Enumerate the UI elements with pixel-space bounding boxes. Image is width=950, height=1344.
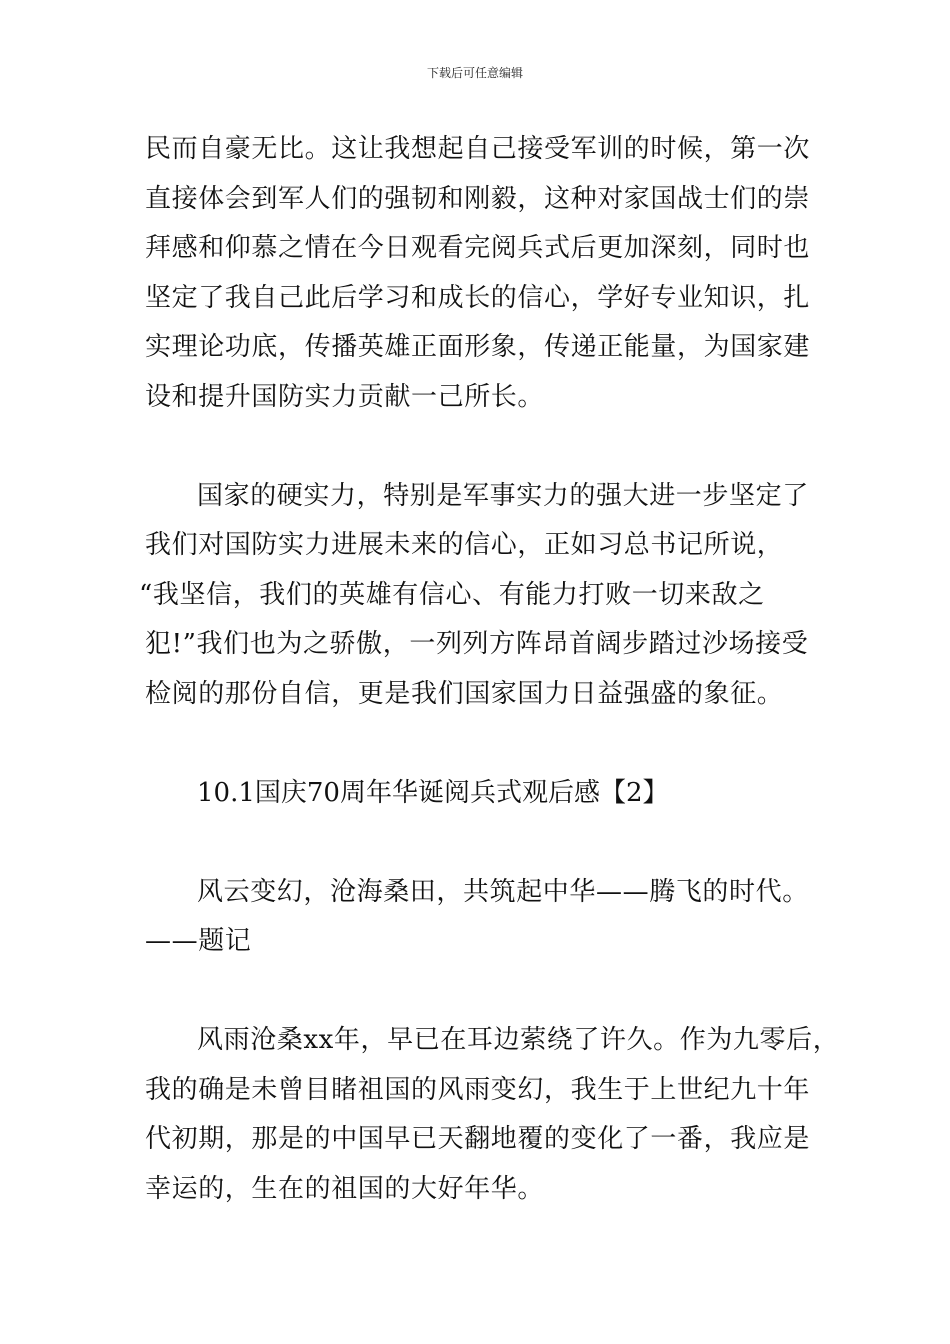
epigraph-line: 风云变幻，沧海桑田，共筑起中华——腾飞的时代。	[197, 876, 809, 907]
paragraph-spacer	[145, 967, 809, 1017]
paragraph-line: 拜感和仰慕之情在今日观看完阅兵式后更加深刻，同时也	[145, 233, 811, 263]
paragraph-line: 风雨沧桑xx年，早已在耳边萦绕了许久。作为九零后，	[197, 1025, 840, 1055]
paragraph-line: “我坚信，我们的英雄有信心、有能力打败一切来敌之	[139, 579, 765, 610]
paragraph-spacer	[145, 719, 809, 769]
paragraph-3	[145, 1016, 840, 1214]
paragraph-line: 设和提升国防实力贡献一己所长。	[145, 381, 545, 412]
paragraph-line: 幸运的，生在的祖国的大好年华。	[145, 1173, 545, 1204]
paragraph-line: 我们对国防实力进展未来的信心，正如习总书记所说，	[145, 530, 784, 560]
paragraph-line: 我的确是未曾目睹祖国的风雨变幻，我生于上世纪九十年	[145, 1074, 811, 1105]
paragraph-line: 犯!”我们也为之骄傲，一列列方阵昂首阔步踏过沙场接受	[145, 629, 809, 659]
epigraph	[145, 868, 809, 967]
paragraph-line: 坚定了我自己此后学习和成长的信心，学好专业知识，扎	[145, 282, 811, 313]
paragraph-line: 直接体会到军人们的强韧和刚毅，这种对家国战士们的崇	[145, 183, 811, 214]
paragraph-1	[145, 125, 809, 422]
paragraph-line: 民而自豪无比。这让我想起自己接受军训的时候，第一次	[145, 134, 811, 164]
paragraph-line: 国家的硬实力，特别是军事实力的强大进一步坚定了	[197, 480, 809, 511]
section-heading: 10.1国庆70周年华诞阅兵式观后感【2】	[197, 777, 669, 808]
paragraph-line: 代初期，那是的中国早已天翻地覆的变化了一番，我应是	[145, 1124, 811, 1154]
paragraph-2	[139, 472, 809, 720]
page-header-note: 下载后可任意编辑	[426, 66, 523, 80]
epigraph-attribution: ——题记	[145, 926, 252, 956]
document-body	[139, 125, 840, 1214]
paragraph-spacer	[145, 818, 809, 868]
paragraph-spacer	[145, 422, 809, 472]
paragraph-line: 检阅的那份自信，更是我们国家国力日益强盛的象征。	[145, 678, 784, 709]
paragraph-line: 实理论功底，传播英雄正面形象，传递正能量，为国家建	[145, 332, 811, 362]
